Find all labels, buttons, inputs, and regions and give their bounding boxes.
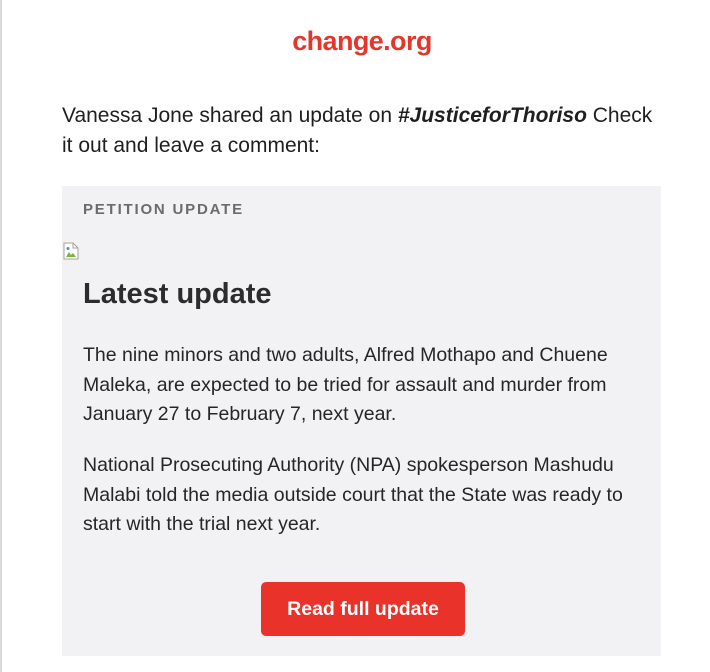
broken-image-icon bbox=[63, 242, 79, 260]
update-title: Latest update bbox=[83, 278, 272, 310]
intro-prefix: Vanessa Jone shared an update on bbox=[62, 104, 398, 127]
read-full-update-button[interactable]: Read full update bbox=[261, 582, 465, 636]
intro-text bbox=[62, 101, 667, 161]
update-paragraph-1: The nine minors and two adults, Alfred Mothapo and Chuene Maleka, are expected to be tried for assault and murder from January 27 to February 7, next year. bbox=[83, 344, 608, 425]
petition-update-label: PETITION UPDATE bbox=[83, 201, 244, 218]
update-paragraph-2: National Prosecuting Authority (NPA) spokesperson Mashudu Malabi told the media outside court that the State was ready to start with the trial next year. bbox=[83, 454, 623, 535]
petition-hashtag: #JusticeforThoriso bbox=[397, 104, 587, 127]
change-org-logo[interactable]: change.org bbox=[292, 26, 432, 56]
left-border bbox=[0, 0, 2, 672]
intro-suffix: Check it out and leave a comment: bbox=[62, 104, 653, 157]
